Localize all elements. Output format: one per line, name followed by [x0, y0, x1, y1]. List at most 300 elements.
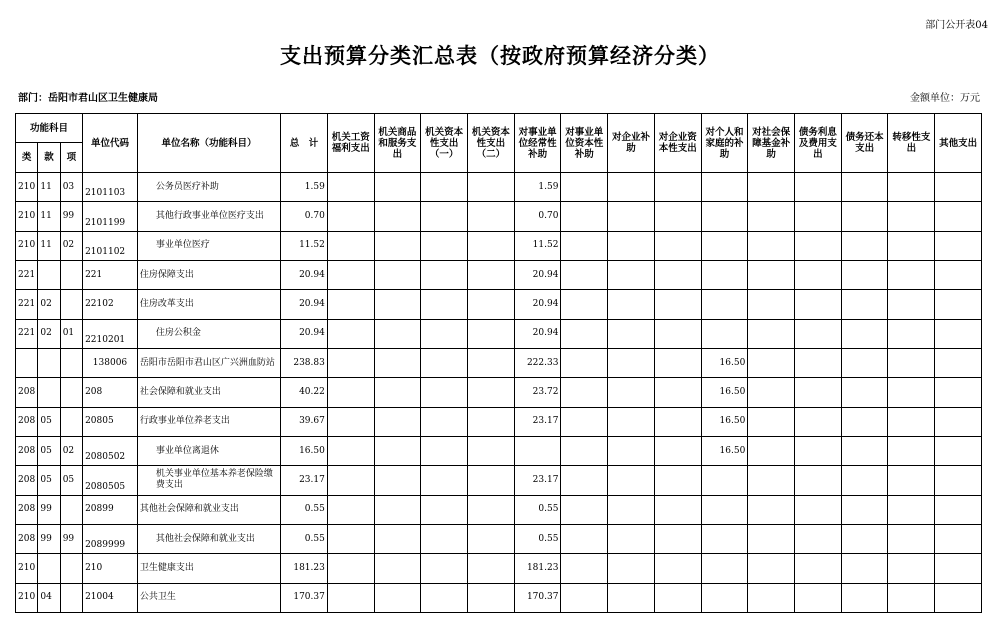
header-col-10: 对社会保障基金补助	[748, 114, 795, 173]
cell-unit-name: 行政事业单位养老支出	[137, 407, 280, 436]
cell-col-1	[327, 407, 374, 436]
cell-col-8	[654, 378, 701, 407]
cell-col-5: 23.17	[514, 466, 561, 495]
cell-col-13	[888, 231, 935, 260]
cell-col-5: 11.52	[514, 231, 561, 260]
cell-lei: 221	[16, 319, 38, 348]
cell-col-13	[888, 260, 935, 289]
cell-col-14	[935, 495, 982, 524]
header-xiang: 项	[60, 143, 82, 173]
cell-total: 20.94	[281, 319, 328, 348]
cell-col-13	[888, 319, 935, 348]
cell-col-4	[468, 554, 515, 583]
cell-unit-name: 公务员医疗补助	[137, 173, 280, 202]
cell-col-10	[748, 319, 795, 348]
cell-col-12	[841, 407, 888, 436]
cell-xiang: 02	[60, 231, 82, 260]
cell-col-14	[935, 290, 982, 319]
cell-xiang	[60, 260, 82, 289]
cell-total: 181.23	[281, 554, 328, 583]
cell-col-1	[327, 231, 374, 260]
cell-lei: 208	[16, 407, 38, 436]
cell-col-12	[841, 436, 888, 465]
cell-kuan: 99	[38, 495, 60, 524]
cell-unit-name: 岳阳市岳阳市君山区广兴洲血防站	[137, 348, 280, 377]
cell-total: 1.59	[281, 173, 328, 202]
cell-col-3	[421, 407, 468, 436]
cell-lei: 208	[16, 495, 38, 524]
cell-col-1	[327, 554, 374, 583]
header-col-5: 对事业单位经常性补助	[514, 114, 561, 173]
department-label: 部门：岳阳市君山区卫生健康局	[18, 93, 158, 104]
cell-kuan: 11	[38, 231, 60, 260]
cell-col-3	[421, 554, 468, 583]
cell-kuan: 11	[38, 202, 60, 231]
cell-col-11	[795, 407, 842, 436]
cell-col-11	[795, 319, 842, 348]
cell-col-6	[561, 260, 608, 289]
cell-col-12	[841, 202, 888, 231]
cell-col-5: 0.70	[514, 202, 561, 231]
cell-lei: 208	[16, 524, 38, 553]
cell-total: 23.17	[281, 466, 328, 495]
cell-col-7	[608, 348, 655, 377]
cell-unit-code: 22102	[83, 290, 138, 319]
cell-col-3	[421, 495, 468, 524]
table-row	[16, 495, 982, 524]
cell-total: 16.50	[281, 436, 328, 465]
cell-col-6	[561, 583, 608, 612]
cell-col-7	[608, 583, 655, 612]
cell-lei	[16, 348, 38, 377]
cell-col-13	[888, 495, 935, 524]
cell-xiang: 99	[60, 524, 82, 553]
header-unit-name: 单位名称（功能科目）	[137, 114, 280, 173]
cell-col-4	[468, 436, 515, 465]
cell-col-1	[327, 378, 374, 407]
cell-col-4	[468, 290, 515, 319]
cell-col-12	[841, 348, 888, 377]
cell-xiang	[60, 378, 82, 407]
cell-lei: 210	[16, 554, 38, 583]
table-row	[16, 583, 982, 612]
budget-table	[15, 113, 982, 613]
cell-col-4	[468, 524, 515, 553]
cell-col-8	[654, 466, 701, 495]
cell-col-5: 23.72	[514, 378, 561, 407]
cell-unit-name: 事业单位医疗	[137, 231, 280, 260]
cell-col-14	[935, 231, 982, 260]
cell-col-6	[561, 554, 608, 583]
cell-col-4	[468, 348, 515, 377]
header-func-subject: 功能科目	[16, 114, 83, 143]
cell-col-6	[561, 231, 608, 260]
cell-col-1	[327, 436, 374, 465]
cell-col-4	[468, 202, 515, 231]
cell-col-14	[935, 260, 982, 289]
cell-col-7	[608, 202, 655, 231]
cell-col-11	[795, 436, 842, 465]
cell-kuan: 04	[38, 583, 60, 612]
cell-col-7	[608, 407, 655, 436]
cell-col-7	[608, 436, 655, 465]
cell-unit-code: 20805	[83, 407, 138, 436]
cell-kuan: 02	[38, 319, 60, 348]
cell-col-10	[748, 260, 795, 289]
cell-col-1	[327, 260, 374, 289]
cell-col-3	[421, 436, 468, 465]
cell-total: 238.83	[281, 348, 328, 377]
cell-col-8	[654, 202, 701, 231]
cell-col-9: 16.50	[701, 407, 748, 436]
cell-col-8	[654, 436, 701, 465]
cell-col-12	[841, 173, 888, 202]
cell-xiang	[60, 290, 82, 319]
table-row	[16, 319, 982, 348]
cell-col-9	[701, 231, 748, 260]
cell-col-6	[561, 436, 608, 465]
cell-col-4	[468, 378, 515, 407]
cell-unit-name: 住房公积金	[137, 319, 280, 348]
cell-col-13	[888, 173, 935, 202]
cell-col-12	[841, 524, 888, 553]
table-row	[16, 231, 982, 260]
cell-col-12	[841, 378, 888, 407]
table-body	[16, 173, 982, 613]
cell-col-6	[561, 378, 608, 407]
cell-col-1	[327, 173, 374, 202]
cell-col-13	[888, 348, 935, 377]
cell-lei: 210	[16, 231, 38, 260]
cell-col-2	[374, 524, 421, 553]
cell-col-10	[748, 202, 795, 231]
cell-col-11	[795, 466, 842, 495]
cell-col-6	[561, 495, 608, 524]
cell-col-14	[935, 524, 982, 553]
cell-col-14	[935, 466, 982, 495]
table-row	[16, 202, 982, 231]
cell-col-14	[935, 436, 982, 465]
cell-col-4	[468, 407, 515, 436]
cell-lei: 210	[16, 583, 38, 612]
cell-col-5: 20.94	[514, 260, 561, 289]
header-col-8: 对企业资本性支出	[654, 114, 701, 173]
cell-col-10	[748, 524, 795, 553]
cell-col-9	[701, 173, 748, 202]
cell-lei: 221	[16, 290, 38, 319]
header-col-6: 对事业单位资本性补助	[561, 114, 608, 173]
cell-col-7	[608, 290, 655, 319]
header-kuan: 款	[38, 143, 60, 173]
cell-col-5: 23.17	[514, 407, 561, 436]
cell-col-12	[841, 583, 888, 612]
header-col-14: 其他支出	[935, 114, 982, 173]
cell-col-13	[888, 554, 935, 583]
cell-col-7	[608, 466, 655, 495]
cell-col-7	[608, 173, 655, 202]
cell-col-11	[795, 231, 842, 260]
cell-col-8	[654, 260, 701, 289]
table-row	[16, 407, 982, 436]
cell-col-11	[795, 524, 842, 553]
cell-col-9	[701, 290, 748, 319]
cell-col-12	[841, 290, 888, 319]
cell-col-2	[374, 436, 421, 465]
cell-col-6	[561, 319, 608, 348]
cell-kuan	[38, 378, 60, 407]
form-code: 部门公开表04	[925, 20, 988, 31]
cell-col-9: 16.50	[701, 436, 748, 465]
cell-col-7	[608, 378, 655, 407]
cell-col-11	[795, 173, 842, 202]
cell-col-10	[748, 495, 795, 524]
cell-col-2	[374, 495, 421, 524]
cell-xiang: 99	[60, 202, 82, 231]
cell-unit-code: 2101199	[83, 202, 138, 231]
cell-xiang: 02	[60, 436, 82, 465]
header-total: 总 计	[281, 114, 328, 173]
cell-col-9	[701, 554, 748, 583]
cell-xiang	[60, 348, 82, 377]
cell-col-5: 181.23	[514, 554, 561, 583]
cell-col-8	[654, 495, 701, 524]
cell-col-5: 20.94	[514, 290, 561, 319]
cell-col-8	[654, 348, 701, 377]
cell-col-14	[935, 583, 982, 612]
cell-unit-code: 2210201	[83, 319, 138, 348]
cell-unit-name: 其他社会保障和就业支出	[137, 495, 280, 524]
table-row	[16, 436, 982, 465]
cell-col-8	[654, 290, 701, 319]
cell-col-1	[327, 348, 374, 377]
cell-col-3	[421, 348, 468, 377]
cell-col-4	[468, 319, 515, 348]
cell-col-13	[888, 583, 935, 612]
cell-total: 170.37	[281, 583, 328, 612]
cell-col-10	[748, 583, 795, 612]
cell-col-14	[935, 407, 982, 436]
header-col-11: 债务利息及费用支出	[795, 114, 842, 173]
cell-col-1	[327, 466, 374, 495]
cell-col-5: 0.55	[514, 524, 561, 553]
cell-col-14	[935, 202, 982, 231]
cell-col-13	[888, 436, 935, 465]
cell-col-6	[561, 524, 608, 553]
cell-col-3	[421, 202, 468, 231]
cell-col-8	[654, 583, 701, 612]
cell-lei: 208	[16, 466, 38, 495]
cell-col-1	[327, 583, 374, 612]
cell-col-8	[654, 173, 701, 202]
cell-col-10	[748, 348, 795, 377]
cell-unit-name: 机关事业单位基本养老保险缴费支出	[137, 466, 280, 495]
cell-total: 20.94	[281, 290, 328, 319]
cell-col-1	[327, 202, 374, 231]
cell-col-11	[795, 260, 842, 289]
cell-col-11	[795, 583, 842, 612]
cell-xiang	[60, 554, 82, 583]
cell-unit-code: 21004	[83, 583, 138, 612]
cell-kuan	[38, 260, 60, 289]
cell-col-9: 16.50	[701, 348, 748, 377]
cell-unit-name: 住房保障支出	[137, 260, 280, 289]
cell-col-7	[608, 260, 655, 289]
cell-col-12	[841, 260, 888, 289]
cell-col-2	[374, 202, 421, 231]
cell-col-9	[701, 583, 748, 612]
cell-unit-name: 住房改革支出	[137, 290, 280, 319]
cell-col-10	[748, 173, 795, 202]
cell-total: 11.52	[281, 231, 328, 260]
header-col-13: 转移性支出	[888, 114, 935, 173]
cell-col-6	[561, 173, 608, 202]
cell-col-3	[421, 378, 468, 407]
cell-col-2	[374, 260, 421, 289]
cell-col-10	[748, 231, 795, 260]
header-col-9: 对个人和家庭的补助	[701, 114, 748, 173]
cell-col-1	[327, 290, 374, 319]
cell-col-4	[468, 495, 515, 524]
table-row	[16, 524, 982, 553]
page-title: 支出预算分类汇总表（按政府预算经济分类）	[280, 43, 720, 68]
cell-col-14	[935, 378, 982, 407]
amount-unit-label: 金额单位：万元	[910, 93, 980, 104]
cell-col-5: 222.33	[514, 348, 561, 377]
cell-lei: 208	[16, 436, 38, 465]
cell-col-12	[841, 495, 888, 524]
cell-col-6	[561, 407, 608, 436]
cell-col-5: 20.94	[514, 319, 561, 348]
cell-col-2	[374, 173, 421, 202]
cell-col-2	[374, 583, 421, 612]
table-row	[16, 554, 982, 583]
cell-unit-name: 社会保障和就业支出	[137, 378, 280, 407]
table-row	[16, 173, 982, 202]
cell-unit-code: 221	[83, 260, 138, 289]
cell-col-9	[701, 524, 748, 553]
cell-col-11	[795, 290, 842, 319]
cell-unit-name: 卫生健康支出	[137, 554, 280, 583]
header-col-2: 机关商品和服务支出	[374, 114, 421, 173]
table-row	[16, 290, 982, 319]
cell-col-3	[421, 319, 468, 348]
cell-col-8	[654, 524, 701, 553]
cell-col-10	[748, 378, 795, 407]
cell-col-2	[374, 407, 421, 436]
cell-col-8	[654, 319, 701, 348]
cell-lei: 210	[16, 202, 38, 231]
cell-lei: 221	[16, 260, 38, 289]
cell-col-4	[468, 173, 515, 202]
cell-lei: 208	[16, 378, 38, 407]
header-col-3: 机关资本性支出（一）	[421, 114, 468, 173]
cell-lei: 210	[16, 173, 38, 202]
cell-col-8	[654, 554, 701, 583]
cell-col-10	[748, 554, 795, 583]
cell-col-12	[841, 319, 888, 348]
cell-col-10	[748, 466, 795, 495]
cell-unit-name: 公共卫生	[137, 583, 280, 612]
cell-total: 39.67	[281, 407, 328, 436]
cell-col-1	[327, 319, 374, 348]
cell-unit-code: 2101102	[83, 231, 138, 260]
cell-unit-code: 138006	[83, 348, 138, 377]
cell-unit-code: 208	[83, 378, 138, 407]
cell-total: 0.55	[281, 524, 328, 553]
cell-col-5: 0.55	[514, 495, 561, 524]
cell-unit-name: 其他行政事业单位医疗支出	[137, 202, 280, 231]
cell-col-7	[608, 524, 655, 553]
cell-col-2	[374, 231, 421, 260]
cell-col-10	[748, 290, 795, 319]
cell-col-5	[514, 436, 561, 465]
cell-col-9	[701, 319, 748, 348]
cell-col-14	[935, 554, 982, 583]
cell-col-14	[935, 348, 982, 377]
header-col-1: 机关工资福利支出	[327, 114, 374, 173]
cell-xiang	[60, 583, 82, 612]
table-row	[16, 378, 982, 407]
cell-col-2	[374, 554, 421, 583]
cell-total: 40.22	[281, 378, 328, 407]
cell-kuan: 02	[38, 290, 60, 319]
cell-col-3	[421, 524, 468, 553]
cell-unit-code: 20899	[83, 495, 138, 524]
cell-col-1	[327, 524, 374, 553]
header-col-12: 债务还本支出	[841, 114, 888, 173]
cell-col-5: 170.37	[514, 583, 561, 612]
cell-col-9	[701, 495, 748, 524]
cell-col-13	[888, 202, 935, 231]
cell-col-14	[935, 173, 982, 202]
cell-total: 0.55	[281, 495, 328, 524]
cell-xiang	[60, 407, 82, 436]
table-row	[16, 466, 982, 495]
cell-col-7	[608, 231, 655, 260]
cell-col-13	[888, 378, 935, 407]
cell-col-12	[841, 231, 888, 260]
cell-col-9: 16.50	[701, 378, 748, 407]
cell-col-8	[654, 231, 701, 260]
cell-col-12	[841, 554, 888, 583]
cell-col-9	[701, 260, 748, 289]
cell-col-1	[327, 495, 374, 524]
cell-col-10	[748, 407, 795, 436]
cell-xiang: 01	[60, 319, 82, 348]
cell-kuan: 11	[38, 173, 60, 202]
cell-unit-code: 210	[83, 554, 138, 583]
cell-col-11	[795, 495, 842, 524]
cell-col-3	[421, 260, 468, 289]
cell-col-8	[654, 407, 701, 436]
cell-col-7	[608, 319, 655, 348]
cell-col-4	[468, 260, 515, 289]
cell-col-12	[841, 466, 888, 495]
cell-col-13	[888, 290, 935, 319]
table-row	[16, 260, 982, 289]
cell-xiang: 03	[60, 173, 82, 202]
cell-kuan	[38, 348, 60, 377]
cell-col-2	[374, 290, 421, 319]
cell-col-4	[468, 231, 515, 260]
cell-col-5: 1.59	[514, 173, 561, 202]
cell-col-3	[421, 231, 468, 260]
cell-col-13	[888, 407, 935, 436]
cell-unit-name: 其他社会保障和就业支出	[137, 524, 280, 553]
cell-col-3	[421, 173, 468, 202]
cell-col-11	[795, 348, 842, 377]
cell-col-3	[421, 290, 468, 319]
